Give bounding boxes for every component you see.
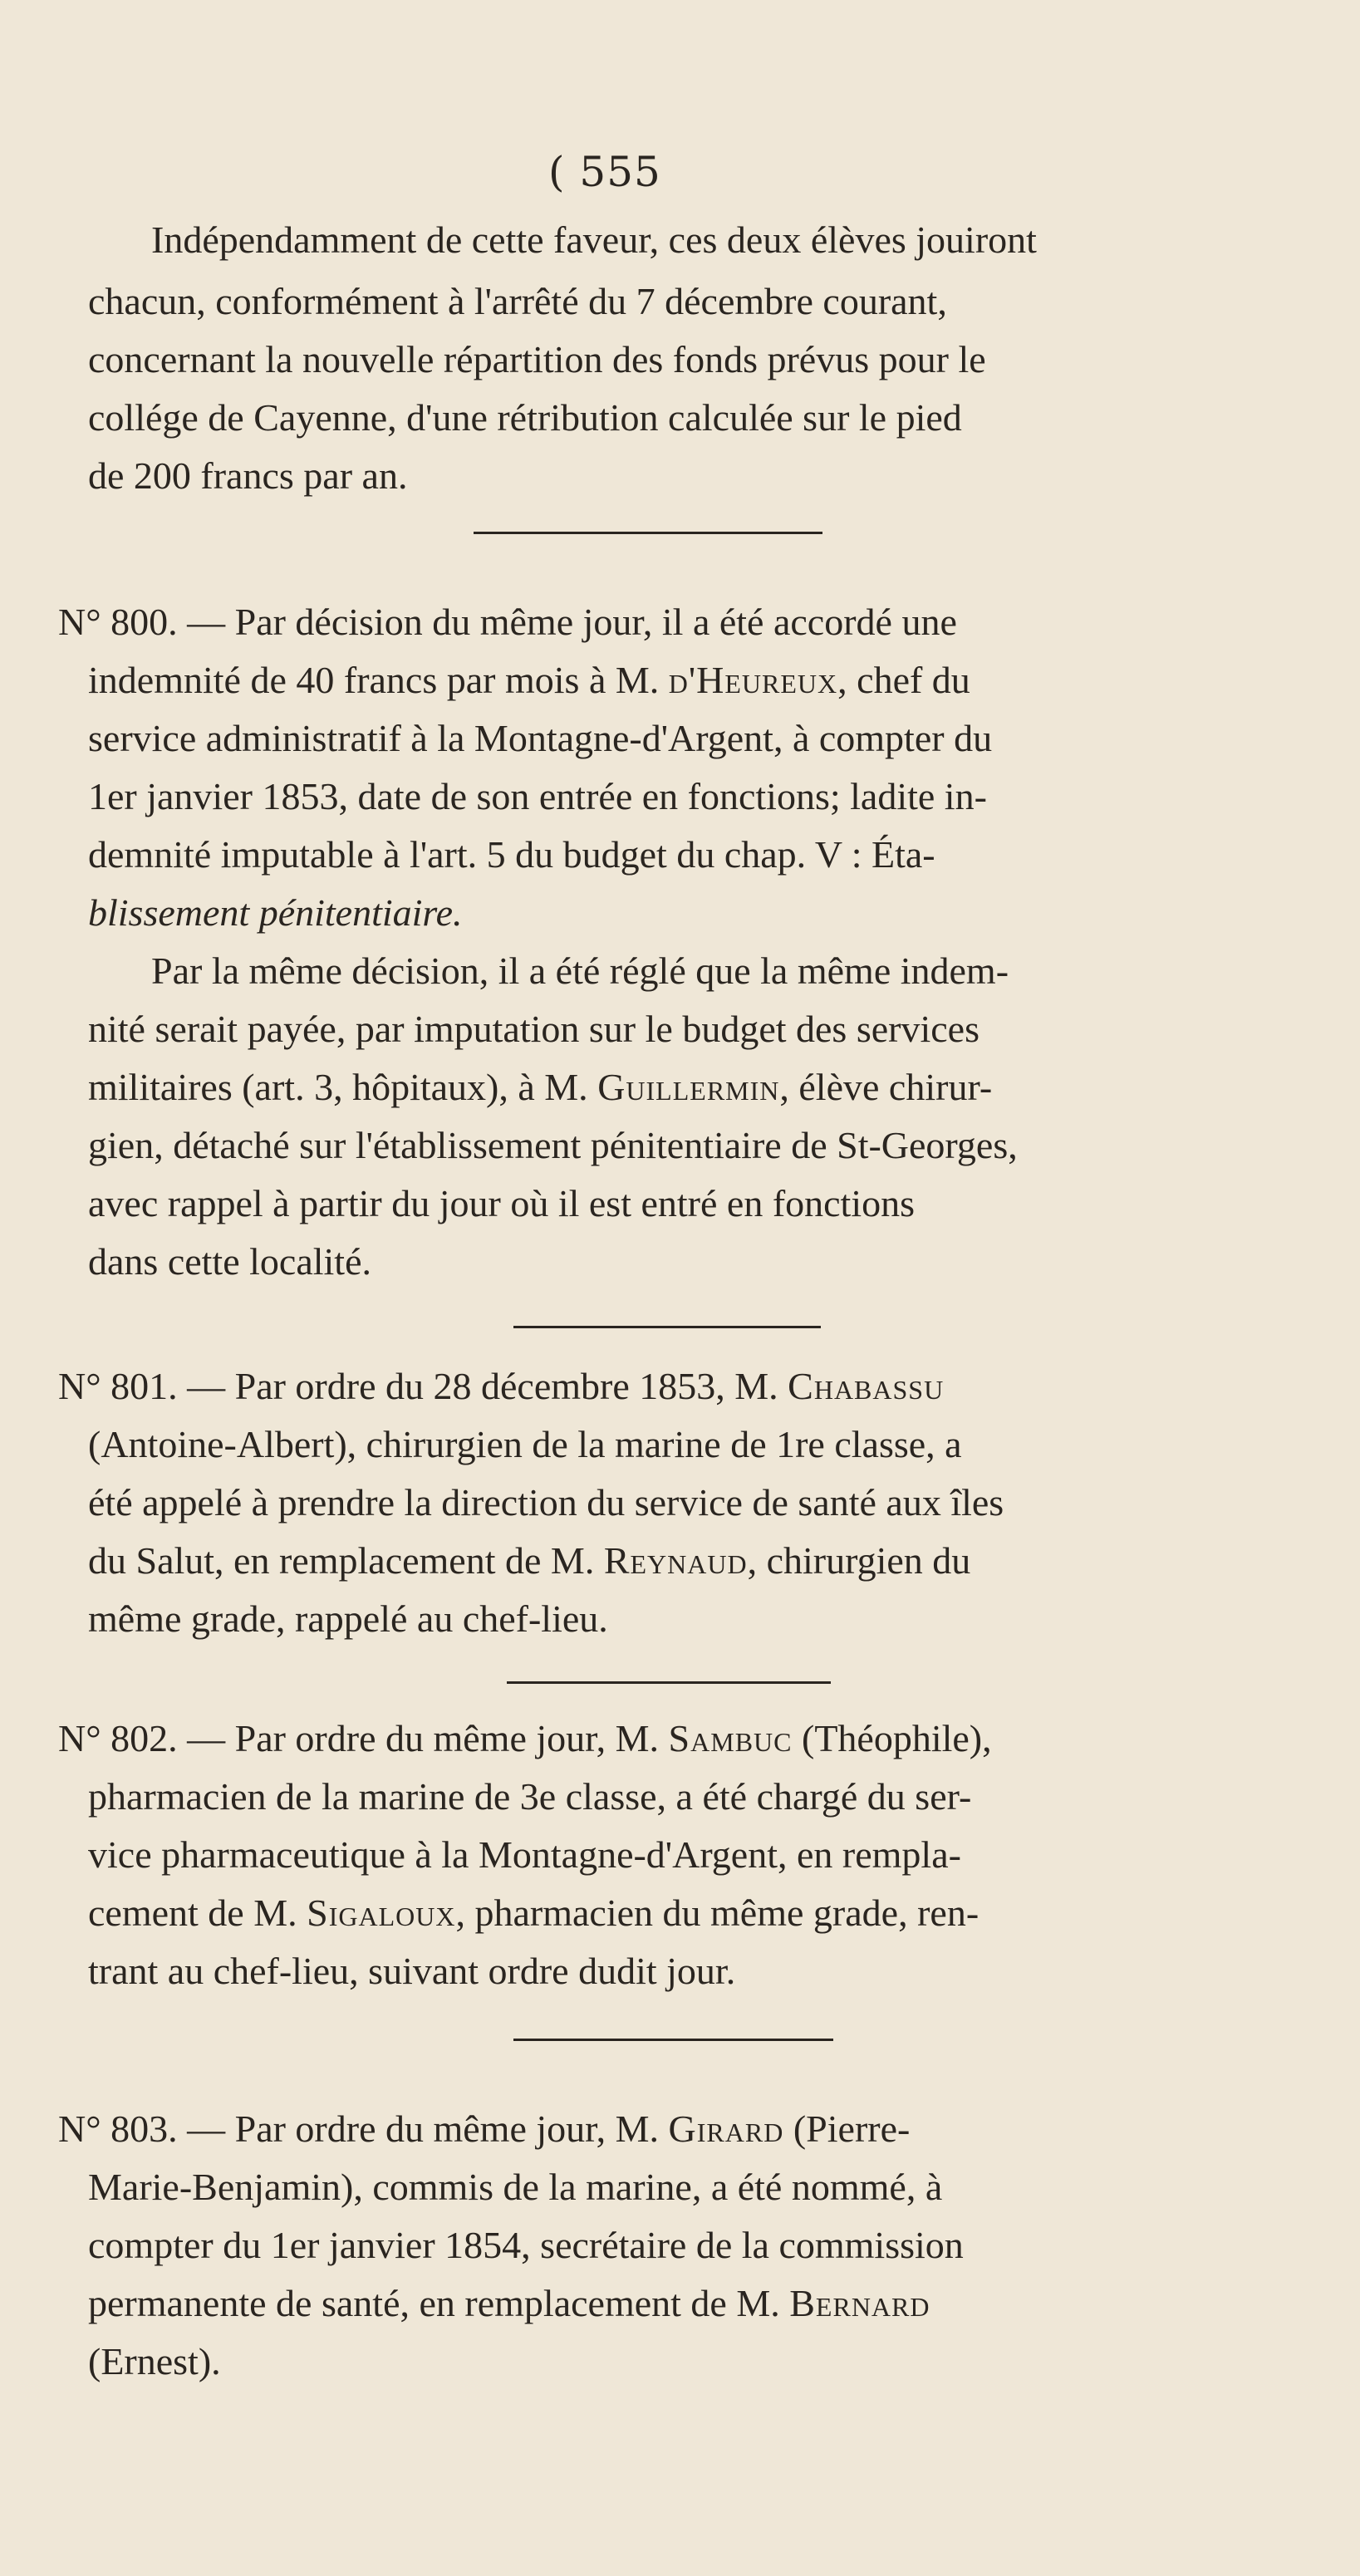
text-line: été appelé à prendre la direction du service de santé aux îles <box>88 1481 1004 1524</box>
text-line: chacun, conformément à l'arrêté du 7 décembre courant, <box>88 280 947 322</box>
entry-heading: N° 803. — Par ordre du même jour, M. Girard (Pierre- <box>58 2107 911 2150</box>
person-name: Sigaloux <box>307 1892 456 1934</box>
separator-rule <box>507 1681 831 1684</box>
text-line: compter du 1er janvier 1854, secrétaire de la commission <box>88 2224 964 2266</box>
text-line: de 200 francs par an. <box>88 454 408 497</box>
separator-rule <box>474 532 822 534</box>
person-name: Chabassu <box>788 1365 945 1407</box>
text-line: service administratif à la Montagne-d'Argent, à compter du <box>88 717 993 759</box>
text-line: trant au chef-lieu, suivant ordre dudit jour. <box>88 1950 736 1992</box>
separator-rule <box>513 2039 833 2041</box>
text-line: concernant la nouvelle répartition des fonds prévus pour le <box>88 338 986 380</box>
text-line: du Salut, en remplacement de M. Reynaud, chirurgien du <box>88 1539 971 1582</box>
person-name: Guillermin <box>597 1066 780 1108</box>
text-line: cement de M. Sigaloux, pharmacien du même grade, ren- <box>88 1892 979 1934</box>
text-line: gien, détaché sur l'établissement pénitentiaire de St-Georges, <box>88 1124 1018 1166</box>
entry-heading: N° 802. — Par ordre du même jour, M. Sambuc (Théophile), <box>58 1717 992 1759</box>
person-name: Sambuc <box>668 1717 793 1759</box>
text-line: nité serait payée, par imputation sur le budget des services <box>88 1008 979 1050</box>
text-line: collége de Cayenne, d'une rétribution calculée sur le pied <box>88 396 962 439</box>
text-line: vice pharmaceutique à la Montagne-d'Argent, en rempla- <box>88 1833 961 1876</box>
person-name: Girard <box>668 2107 784 2150</box>
text-line: dans cette localité. <box>88 1240 372 1283</box>
text-line: pharmacien de la marine de 3e classe, a été chargé du ser- <box>88 1775 972 1818</box>
text-line: demnité imputable à l'art. 5 du budget du chap. V : Éta- <box>88 833 935 876</box>
entry-heading: N° 800. — Par décision du même jour, il a été accordé une <box>58 601 957 643</box>
person-name: Bernard <box>789 2282 930 2324</box>
person-name: d'Heureux <box>668 659 838 701</box>
text-line: avec rappel à partir du jour où il est entré en fonctions <box>88 1182 916 1224</box>
text-line: militaires (art. 3, hôpitaux), à M. Guillermin, élève chirur- <box>88 1066 993 1108</box>
text-line: permanente de santé, en remplacement de M. Bernard <box>88 2282 930 2324</box>
page-number: ( 555 <box>548 148 661 196</box>
person-name: Reynaud <box>603 1539 748 1582</box>
text-line: 1er janvier 1853, date de son entrée en fonctions; ladite in- <box>88 775 987 817</box>
text-line: Par la même décision, il a été réglé que la même indem- <box>151 949 1009 992</box>
text-line: (Antoine-Albert), chirurgien de la marine de 1re classe, a <box>88 1423 962 1465</box>
text-line: indemnité de 40 francs par mois à M. d'Heureux, chef du <box>88 659 970 701</box>
text-line: Marie-Benjamin), commis de la marine, a été nommé, à <box>88 2166 943 2208</box>
text-line: même grade, rappelé au chef-lieu. <box>88 1597 608 1640</box>
entry-heading: N° 801. — Par ordre du 28 décembre 1853, M. Chabassu <box>58 1365 945 1407</box>
separator-rule <box>513 1326 821 1328</box>
text-line: (Ernest). <box>88 2340 221 2382</box>
text-line: Indépendamment de cette faveur, ces deux élèves jouiront <box>151 218 1037 261</box>
text-line: blissement pénitentiaire. <box>88 891 463 934</box>
